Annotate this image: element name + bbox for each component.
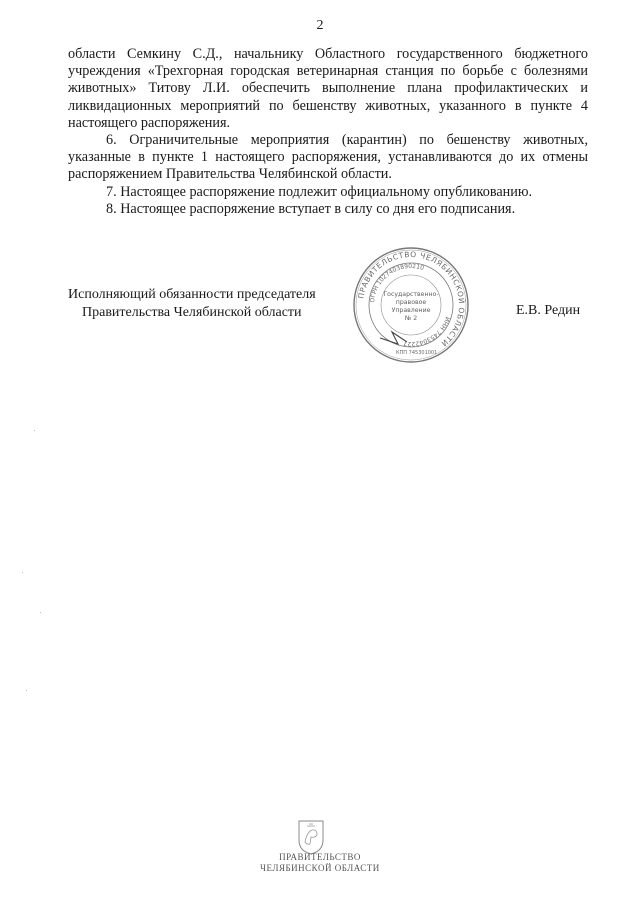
seal-ogrn: ОГРН 1027403890210: [369, 262, 425, 303]
footer-line1: ПРАВИТЕЛЬСТВО: [279, 852, 361, 862]
signatory-title-line1: Исполняющий обязанности председателя: [68, 287, 316, 302]
official-seal: [352, 246, 470, 364]
footer-letterhead: [0, 852, 640, 874]
paragraph-5-continuation: области Семкину С.Д., начальнику Областного государственного бюджетного учреждения «Трехгорная городская ветеринарная станция по борьбе с болезнями животных» Титову Л.И. обеспечить выполнение плана профилактических и ликвидационных мероприятий по бешенству животных, указанного в пункте 4 настоящего распоряжения.: [68, 46, 588, 131]
seal-center-line4: № 2: [404, 315, 418, 322]
page-number: 2: [316, 18, 324, 33]
seal-kpp: КПП 745301001: [396, 350, 438, 356]
coat-of-arms-icon: [295, 818, 327, 856]
seal-center-line1: Государственно-: [383, 291, 439, 298]
seal-graphic: [352, 246, 470, 364]
paragraph-8: 8. Настоящее распоряжение вступает в силу со дня его подписания.: [106, 200, 516, 217]
signatory-title-line2: Правительства Челябинской области: [82, 305, 302, 320]
seal-center-line3: Управление: [391, 307, 431, 314]
footer-line2: ЧЕЛЯБИНСКОЙ ОБЛАСТИ: [260, 863, 380, 873]
signatory-title: [68, 286, 316, 322]
signatory-name: Е.В. Редин: [516, 303, 581, 318]
paragraph-6: 6. Ограничительные мероприятия (карантин) по бешенству животных, указанные в пункте 1 настоящего распоряжения, устанавливаются до их отмены распоряжением Правительства Челябинской области.: [68, 132, 588, 183]
document-body: [68, 46, 588, 218]
seal-center-line2: правовое: [395, 299, 427, 306]
seal-outer-text: ПРАВИТЕЛЬСТВО ЧЕЛЯБИНСКОЙ ОБЛАСТИ: [356, 249, 467, 349]
seal-inn: ИНН 7453042227: [403, 315, 451, 348]
paragraph-7: 7. Настоящее распоряжение подлежит официальному опубликованию.: [106, 183, 533, 200]
